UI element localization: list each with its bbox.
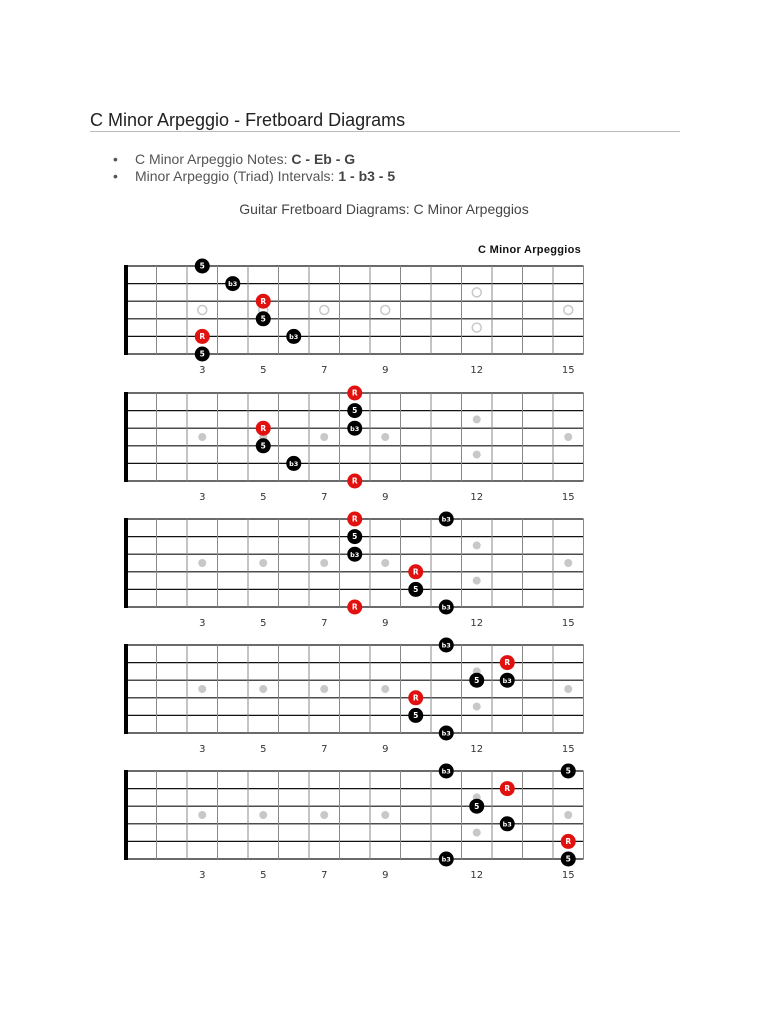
fretboard-5 [124, 764, 584, 882]
notes-value: C - Eb - G [291, 151, 356, 167]
arpeggio-note-marker [195, 259, 210, 274]
arpeggio-note-marker [469, 673, 484, 688]
fret-number-label: 9 [382, 618, 389, 629]
root-note-marker [195, 329, 210, 344]
note-label: 5 [565, 766, 571, 776]
fret-number-label: 9 [382, 365, 389, 376]
inlay-dot [259, 685, 267, 693]
arpeggio-note-marker [408, 708, 423, 723]
inlay-dot [198, 685, 206, 693]
arpeggio-note-marker [561, 764, 576, 779]
fret-number-label: 12 [470, 744, 484, 755]
note-label: 5 [474, 801, 480, 811]
nut [124, 265, 128, 355]
inlay-dot [473, 577, 481, 585]
inlay-dot [472, 288, 481, 297]
root-note-marker [561, 834, 576, 849]
fretboard-2 [124, 386, 584, 504]
arpeggio-note-marker [439, 600, 454, 615]
note-label: R [412, 567, 419, 577]
note-label: R [351, 388, 358, 398]
fret-number-label: 5 [260, 618, 267, 629]
inlay-dot [564, 433, 572, 441]
fret-number-label: 15 [561, 618, 575, 629]
note-label: R [351, 476, 358, 486]
inlay-dot [381, 306, 390, 315]
note-label: b3 [441, 515, 451, 524]
arpeggio-note-marker [469, 799, 484, 814]
arpeggio-note-marker [286, 456, 301, 471]
note-label: b3 [228, 280, 238, 289]
fret-number-label: 5 [260, 365, 267, 376]
note-label: 5 [474, 675, 480, 685]
fret-number-label: 3 [199, 744, 206, 755]
inlay-dot [473, 451, 481, 459]
note-label: R [260, 296, 267, 306]
inlay-dot [198, 306, 207, 315]
root-note-marker [256, 421, 271, 436]
inlay-dot [381, 685, 389, 693]
arpeggio-note-marker [286, 329, 301, 344]
root-note-marker [500, 655, 515, 670]
note-label: b3 [441, 641, 451, 650]
inlay-dot [381, 811, 389, 819]
inlay-dot [473, 829, 481, 837]
intervals-label: Minor Arpeggio (Triad) Intervals: [135, 168, 339, 184]
section-subtitle: Guitar Fretboard Diagrams: C Minor Arpeggios [239, 201, 529, 217]
note-label: 5 [352, 406, 358, 416]
inlay-dot [473, 541, 481, 549]
note-label: b3 [441, 729, 451, 738]
fret-number-label: 9 [382, 492, 389, 503]
fret-number-label: 15 [561, 492, 575, 503]
inlay-dot [564, 306, 573, 315]
inlay-dot [198, 433, 206, 441]
note-label: R [504, 784, 511, 794]
fret-number-label: 3 [199, 618, 206, 629]
inlay-dot [472, 323, 481, 332]
arpeggio-note-marker [500, 816, 515, 831]
arpeggio-note-marker [500, 673, 515, 688]
note-label: R [260, 423, 267, 433]
note-label: 5 [260, 314, 266, 324]
fret-number-label: 15 [561, 870, 575, 881]
inlay-dot [198, 811, 206, 819]
fret-number-label: 12 [470, 365, 484, 376]
arpeggio-note-marker [225, 276, 240, 291]
root-note-marker [500, 781, 515, 796]
fret-number-label: 15 [561, 365, 575, 376]
notes-label: C Minor Arpeggio Notes: [135, 151, 292, 167]
note-label: b3 [350, 550, 360, 559]
arpeggio-note-marker [347, 421, 362, 436]
root-note-marker [347, 512, 362, 527]
root-note-marker [408, 690, 423, 705]
note-label: b3 [289, 460, 299, 468]
arpeggio-note-marker [256, 438, 271, 453]
fret-number-label: 7 [321, 618, 328, 629]
page-title: C Minor Arpeggio - Fretboard Diagrams [90, 110, 406, 130]
inlay-dot [320, 559, 328, 567]
arpeggio-note-marker [561, 852, 576, 867]
nut [124, 518, 128, 608]
note-label: R [565, 837, 572, 846]
arpeggio-note-marker [195, 347, 210, 362]
note-label: 5 [199, 349, 205, 359]
arpeggio-note-marker [408, 582, 423, 597]
arpeggio-note-marker [439, 726, 454, 741]
inlay-dot [381, 559, 389, 567]
inlay-dot [473, 415, 481, 423]
fret-number-label: 5 [260, 492, 267, 503]
root-note-marker [347, 386, 362, 401]
fretboard-3 [124, 512, 584, 630]
note-label: 5 [199, 261, 205, 271]
note-label: b3 [350, 424, 360, 433]
inlay-dot [473, 703, 481, 711]
inlay-dot [320, 811, 328, 819]
inlay-dot [320, 433, 328, 441]
inlay-dot [564, 811, 572, 819]
fret-number-label: 3 [199, 365, 206, 376]
note-label: R [199, 332, 206, 341]
arpeggio-note-marker [439, 638, 454, 653]
fret-number-label: 12 [470, 618, 484, 629]
note-label: 5 [260, 441, 266, 451]
arpeggio-note-marker [347, 403, 362, 418]
note-label: b3 [441, 603, 451, 612]
arpeggio-note-marker [347, 529, 362, 544]
note-label: R [351, 514, 358, 524]
note-label: 5 [565, 854, 571, 864]
fret-number-label: 15 [561, 744, 575, 755]
fret-number-label: 7 [321, 744, 328, 755]
root-note-marker [256, 294, 271, 309]
inlay-dot [320, 685, 328, 693]
fret-number-label: 12 [470, 870, 484, 881]
fret-number-label: 12 [470, 492, 484, 503]
note-label: 5 [413, 711, 419, 720]
note-label: 5 [352, 532, 358, 542]
fretboard-4 [124, 638, 584, 756]
fret-number-label: 3 [199, 492, 206, 503]
fret-number-label: 7 [321, 365, 328, 376]
fret-number-label: 9 [382, 870, 389, 881]
diagram-heading: C Minor Arpeggios [478, 244, 582, 256]
note-label: b3 [441, 855, 451, 864]
note-label: b3 [441, 767, 451, 776]
inlay-dot [259, 811, 267, 819]
note-label: R [351, 602, 358, 612]
root-note-marker [347, 474, 362, 489]
nut [124, 392, 128, 482]
root-note-marker [347, 600, 362, 615]
fret-number-label: 7 [321, 870, 328, 881]
arpeggio-note-marker [439, 852, 454, 867]
fretboard-1 [124, 259, 584, 377]
note-label: b3 [289, 333, 299, 341]
fret-number-label: 5 [260, 744, 267, 755]
note-label: 5 [413, 585, 419, 594]
nut [124, 770, 128, 860]
fret-number-label: 3 [199, 870, 206, 881]
note-label: b3 [502, 820, 512, 829]
inlay-dot [259, 559, 267, 567]
note-label: b3 [502, 676, 512, 685]
note-label: R [504, 658, 511, 668]
fret-number-label: 7 [321, 492, 328, 503]
intervals-value: 1 - b3 - 5 [338, 168, 396, 184]
arpeggio-note-marker [439, 512, 454, 527]
fret-number-label: 9 [382, 744, 389, 755]
note-label: R [412, 693, 419, 703]
inlay-dot [564, 685, 572, 693]
arpeggio-note-marker [347, 547, 362, 562]
inlay-dot [381, 433, 389, 441]
arpeggio-note-marker [439, 764, 454, 779]
nut [124, 644, 128, 734]
inlay-dot [320, 306, 329, 315]
inlay-dot [564, 559, 572, 567]
root-note-marker [408, 564, 423, 579]
fret-number-label: 5 [260, 870, 267, 881]
arpeggio-note-marker [256, 311, 271, 326]
inlay-dot [198, 559, 206, 567]
